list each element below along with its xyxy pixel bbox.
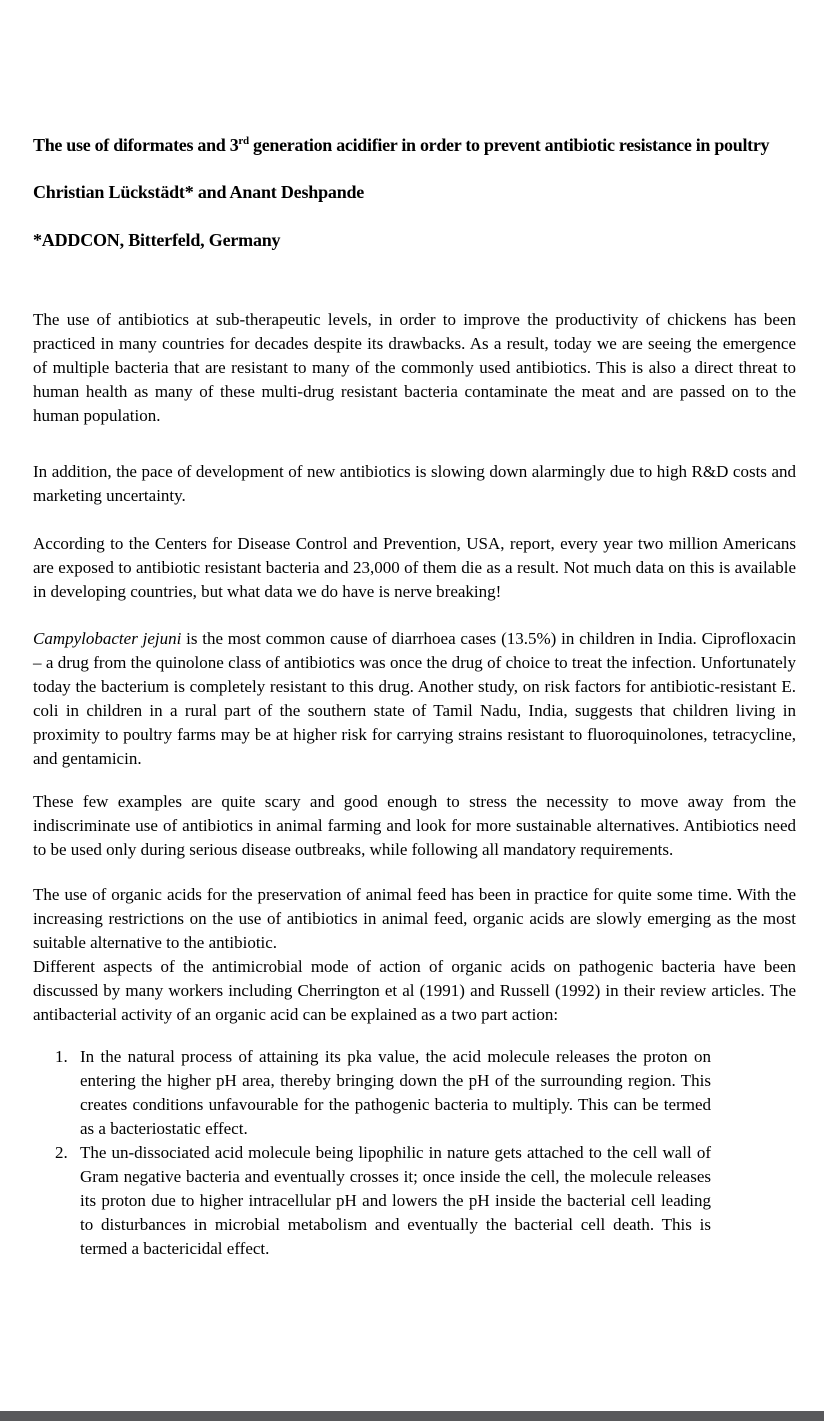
list-item-text: The un-dissociated acid molecule being lipophilic in nature gets attached to the cell wall of Gram negative bacteria and eventually crosses it; once inside the cell, the molecule releases its proton due to higher intracellular pH and lowers the pH inside the bacterial cell leading to disturbances in microbial metabolism and eventually the bacterial cell death. This is termed a bactericidal effect. — [80, 1143, 711, 1258]
title-text-after-superscript: generation acidifier in order to prevent antibiotic resistance in poultry — [248, 135, 770, 155]
list-number: 2. — [55, 1143, 68, 1162]
bottom-window-edge-bar — [0, 1411, 824, 1421]
numbered-list — [33, 1045, 796, 1261]
species-name-italic: Campylobacter jejuni — [33, 629, 182, 648]
paragraph-antimicrobial-mode: Different aspects of the antimicrobial mode of action of organic acids on pathogenic bacteria have been discussed by many workers including Cherrington et al (1991) and Russell (1992) in their review articles. The antibacterial activity of an organic acid can be explained as a two part action: — [33, 957, 796, 1024]
affiliation-line: *ADDCON, Bitterfeld, Germany — [33, 230, 281, 250]
list-number: 1. — [55, 1047, 68, 1066]
title-superscript: rd — [238, 135, 249, 147]
paragraph-cdc-report: According to the Centers for Disease Control and Prevention, USA, report, every year two million Americans are exposed to antibiotic resistant bacteria and 23,000 of them die as a result. Not much data on this is available in developing countries, but what data we do have is nerve breaking! — [33, 534, 796, 601]
paragraph-examples-scary: These few examples are quite scary and good enough to stress the necessity to move away from the indiscriminate use of antibiotics in animal farming and look for more sustainable alternatives. Antibiotics need to be used only during serious disease outbreaks, while following all mandatory requirements. — [33, 792, 796, 859]
paragraph-campylobacter-text: is the most common cause of diarrhoea cases (13.5%) in children in India. Ciprofloxacin – a drug from the quinolone class of antibiotics was once the drug of choice to treat the infection. Unfortunately today the bacterium is completely resistant to this drug. Another study, on risk factors for antibiotic-resistant E. coli in children in a rural part of the southern state of Tamil Nadu, India, suggests that children living in proximity to poultry farms may be at higher risk for carrying strains resistant to fluoroquinolones, tetracycline, and gentamicin. — [33, 629, 796, 768]
paragraph-campylobacter — [33, 627, 796, 771]
title-text-before-superscript: The use of diformates and 3 — [33, 135, 239, 155]
list-item-bactericidal-effect — [33, 1141, 711, 1261]
authors-line: Christian Lückstädt* and Anant Deshpande — [33, 182, 365, 202]
list-item-bacteriostatic-effect — [33, 1045, 711, 1141]
paragraph-antibiotics-subtherapeutic: The use of antibiotics at sub-therapeutic levels, in order to improve the productivity of chickens has been practiced in many countries for decades despite its drawbacks. As a result, today we are seeing the emergence of multiple bacteria that are resistant to many of the commonly used antibiotics. This is also a direct threat to human health as many of these multi-drug resistant bacteria contaminate the meat and are passed on to the human population. — [33, 310, 796, 425]
list-item-text: In the natural process of attaining its pka value, the acid molecule releases the proton on entering the higher pH area, thereby bringing down the pH of the surrounding region. This creates conditions unfavourable for the pathogenic bacteria to multiply. This can be termed as a bacteriostatic effect. — [80, 1047, 711, 1138]
paragraph-organic-acids-preservation: The use of organic acids for the preservation of animal feed has been in practice for quite some time. With the increasing restrictions on the use of antibiotics in animal feed, organic acids are slowly emerging as the most suitable alternative to the antibiotic. — [33, 885, 796, 952]
paragraph-antibiotic-development-pace: In addition, the pace of development of new antibiotics is slowing down alarmingly due to high R&D costs and marketing uncertainty. — [33, 462, 796, 505]
page-title — [33, 133, 796, 158]
